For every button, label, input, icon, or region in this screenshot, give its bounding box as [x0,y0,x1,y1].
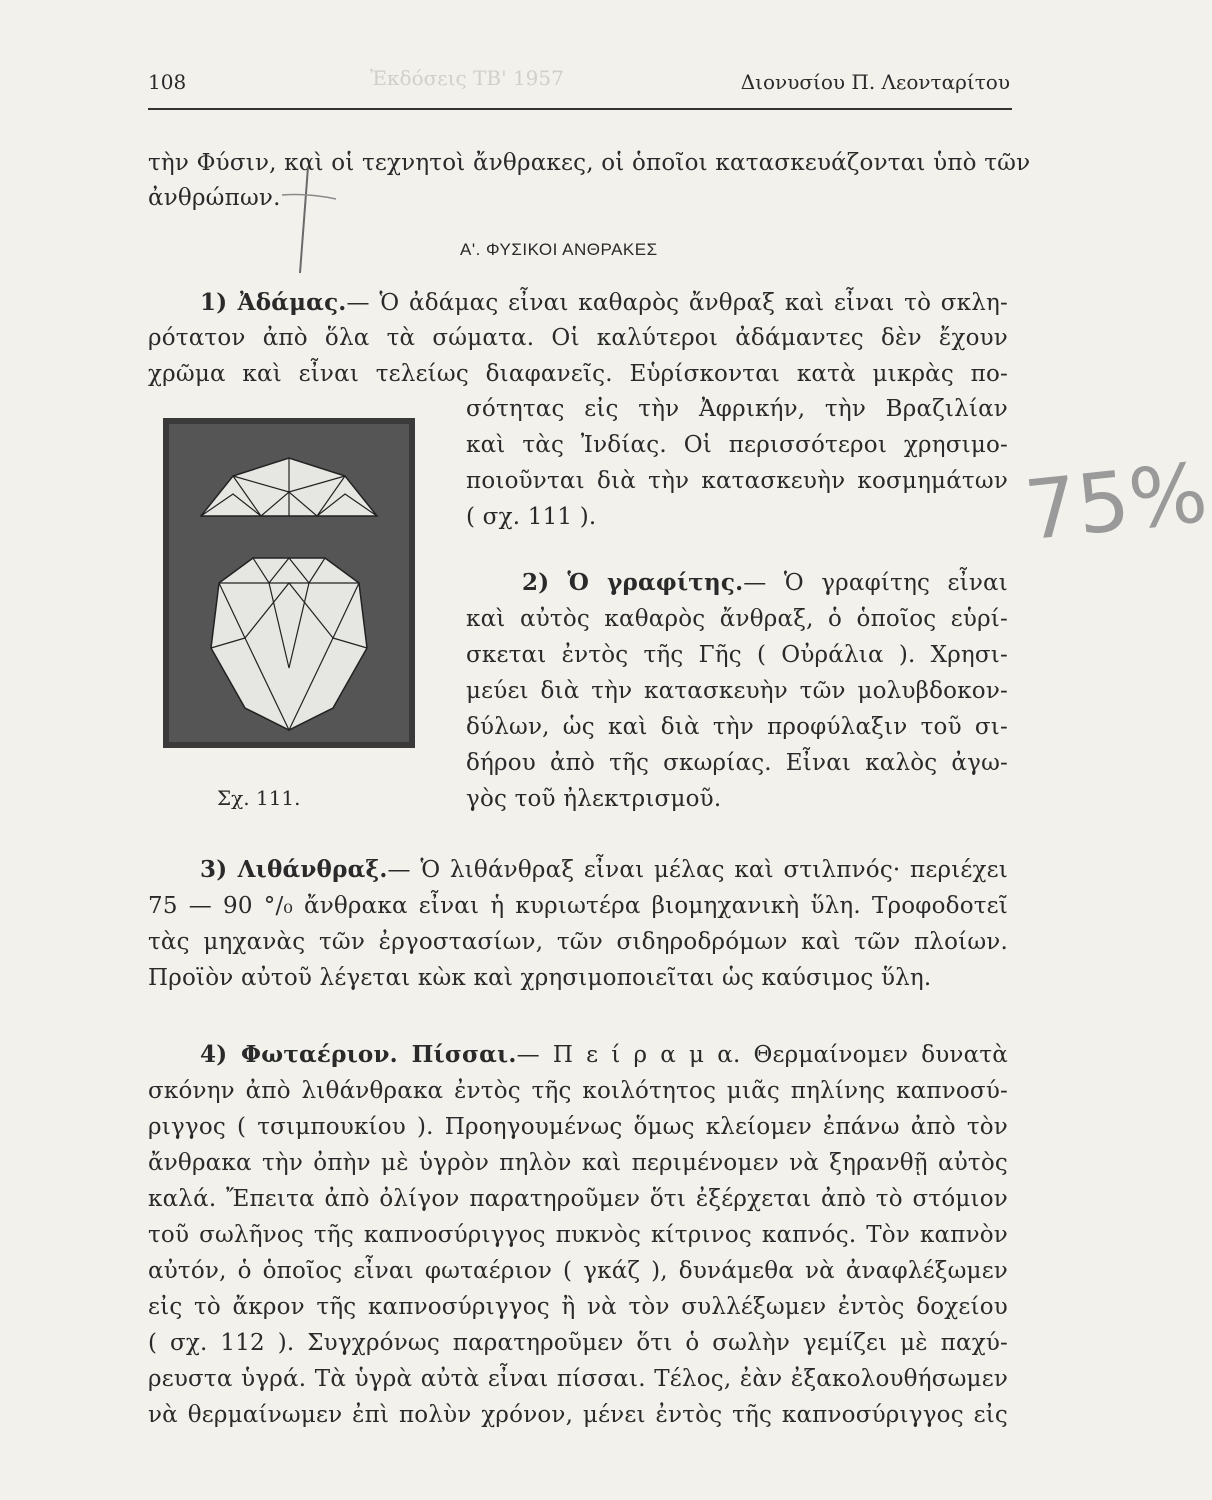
text-line: σότητας εἰς τὴν Ἀφρικήν, τὴν Βραζιλίαν [466,396,1008,422]
text-line: χρῶμα καὶ εἶναι τελείως διαφανεῖς. Εὑρίσκονται κατὰ μικρὰς πο- [148,361,1008,387]
page-header [148,66,1010,100]
text-line: εἰς τὸ ἄκρον τῆς καπνοσύριγγος ἢ νὰ τὸν συλλέξωμεν ἐντὸς δοχείου [148,1294,1008,1320]
text-span: — Π ε ί ρ α μ α. Θερμαίνομεν δυνατὰ [516,1042,1008,1068]
bleed-through-text: Ἐκδόσεις ΤΒ' 1957 [370,66,564,90]
text-line: αὐτόν, ὁ ὁποῖος εἶναι φωταέριον ( γκάζ ), δυνάμεθα νὰ ἀναφλέξωμεν [148,1258,1008,1284]
text-line: σκόνην ἀπὸ λιθάνθρακα ἐντὸς τῆς κοιλότητος μιᾶς πηλίνης καπνοσύ- [148,1078,1008,1104]
text-line: Προϊὸν αὐτοῦ λέγεται κὼκ καὶ χρησιμοποιεῖται ὡς καύσιμος ὕλη. [148,965,932,991]
section-2-title: 2) Ὁ γραφίτης. [522,569,744,596]
section-1-title: 1) Ἀδάμας. [200,289,347,316]
text-line: καὶ αὐτὸς καθαρὸς ἄνθραξ, ὁ ὁποῖος εὑρί- [466,606,1008,632]
header-rule [148,108,1012,110]
text-line: τοῦ σωλῆνος τῆς καπνοσύριγγος πυκνὸς κίτρινος καπνός. Τὸν καπνὸν [148,1222,1008,1248]
text-line: τὰς μηχανὰς τῶν ἐργοστασίων, τῶν σιδηροδρόμων καὶ τῶν πλοίων. [148,929,1008,955]
handwritten-margin-note: 75% [1020,445,1212,560]
text-line: σκεται ἐντὸς τῆς Γῆς ( Οὐράλια ). Χρησι- [466,642,1008,668]
section-4-title: 4) Φωταέριον. Πίσσαι. [200,1041,517,1068]
section-2-line [522,568,1008,598]
text-line: ρευστα ὑγρά. Τὰ ὑγρὰ αὐτὰ εἶναι πίσσαι. Τέλος, ἐὰν ἐξακολουθήσωμεν [148,1366,1008,1392]
figure-caption: Σχ. 111. [217,786,301,810]
text-line: καὶ τὰς Ἰνδίας. Οἱ περισσότεροι χρησιμο- [466,432,1008,458]
running-title: Διονυσίου Π. Λεονταρίτου [740,70,1010,94]
text-line: ( σχ. 111 ). [466,504,597,530]
text-line: δύλων, ὡς καὶ διὰ τὴν προφύλαξιν τοῦ σι- [466,714,1008,740]
text-line: ( σχ. 112 ). Συγχρόνως παρατηροῦμεν ὅτι ὁ σωλὴν γεμίζει μὲ παχύ- [148,1330,1008,1356]
page-number: 108 [148,70,187,94]
section-3-line [200,855,1008,885]
text-span: — Ὁ λιθάνθραξ εἶναι μέλας καὶ στιλπνός· περιέχει [387,857,1008,883]
text-line: τὴν Φύσιν, καὶ οἱ τεχνητοὶ ἄνθρακες, οἱ ὁποῖοι κατασκευάζονται ὑπὸ τῶν [148,150,1031,176]
text-line: μεύει διὰ τὴν κατασκευὴν τῶν μολυβδοκον- [466,678,1008,704]
text-line: ποιοῦνται διὰ τὴν κατασκευὴν κοσμημάτων [466,468,1008,494]
text-line: ρότατον ἀπὸ ὅλα τὰ σώματα. Οἱ καλύτεροι ἀδάμαντες δὲν ἔχουν [148,325,1008,351]
text-line: ἀνθρώπων. [148,185,281,211]
pencil-mark [278,165,338,275]
text-line: γὸς τοῦ ἠλεκτρισμοῦ. [466,786,722,812]
section-1-line [200,288,1008,318]
text-span: — Ὁ γραφίτης εἶναι [743,570,1008,596]
text-line: 75 — 90 °/₀ ἄνθρακα εἶναι ἡ κυριωτέρα βιομηχανικὴ ὕλη. Τροφοδοτεῖ [148,893,1008,919]
text-line: καλά. Ἔπειτα ἀπὸ ὀλίγον παρατηροῦμεν ὅτι ἐξέρχεται ἀπὸ τὸ στόμιον [148,1186,1008,1212]
section-heading: Α'. ΦΥΣΙΚΟΙ ΑΝΘΡΑΚΕΣ [460,240,658,259]
section-4-line [200,1040,1008,1070]
text-line: νὰ θερμαίνωμεν ἐπὶ πολὺν χρόνον, μένει ἐντὸς τῆς καπνοσύριγγος εἰς [148,1402,1008,1428]
section-3-title: 3) Λιθάνθραξ. [200,856,388,883]
text-line: δήρου ἀπὸ τῆς σκωρίας. Εἶναι καλὸς ἀγω- [466,750,1008,776]
text-line: ριγγος ( τσιμπουκίου ). Προηγουμένως ὅμως κλείομεν ἐπάνω ἀπὸ τὸν [148,1114,1008,1140]
text-line: ἄνθρακα τὴν ὀπὴν μὲ ὑγρὸν πηλὸν καὶ περιμένομεν νὰ ξηρανθῇ αὐτὸς [148,1150,1008,1176]
text-span: — Ὁ ἀδάμας εἶναι καθαρὸς ἄνθραξ καὶ εἶναι τὸ σκλη- [346,290,1008,316]
diamond-figure [163,418,415,748]
